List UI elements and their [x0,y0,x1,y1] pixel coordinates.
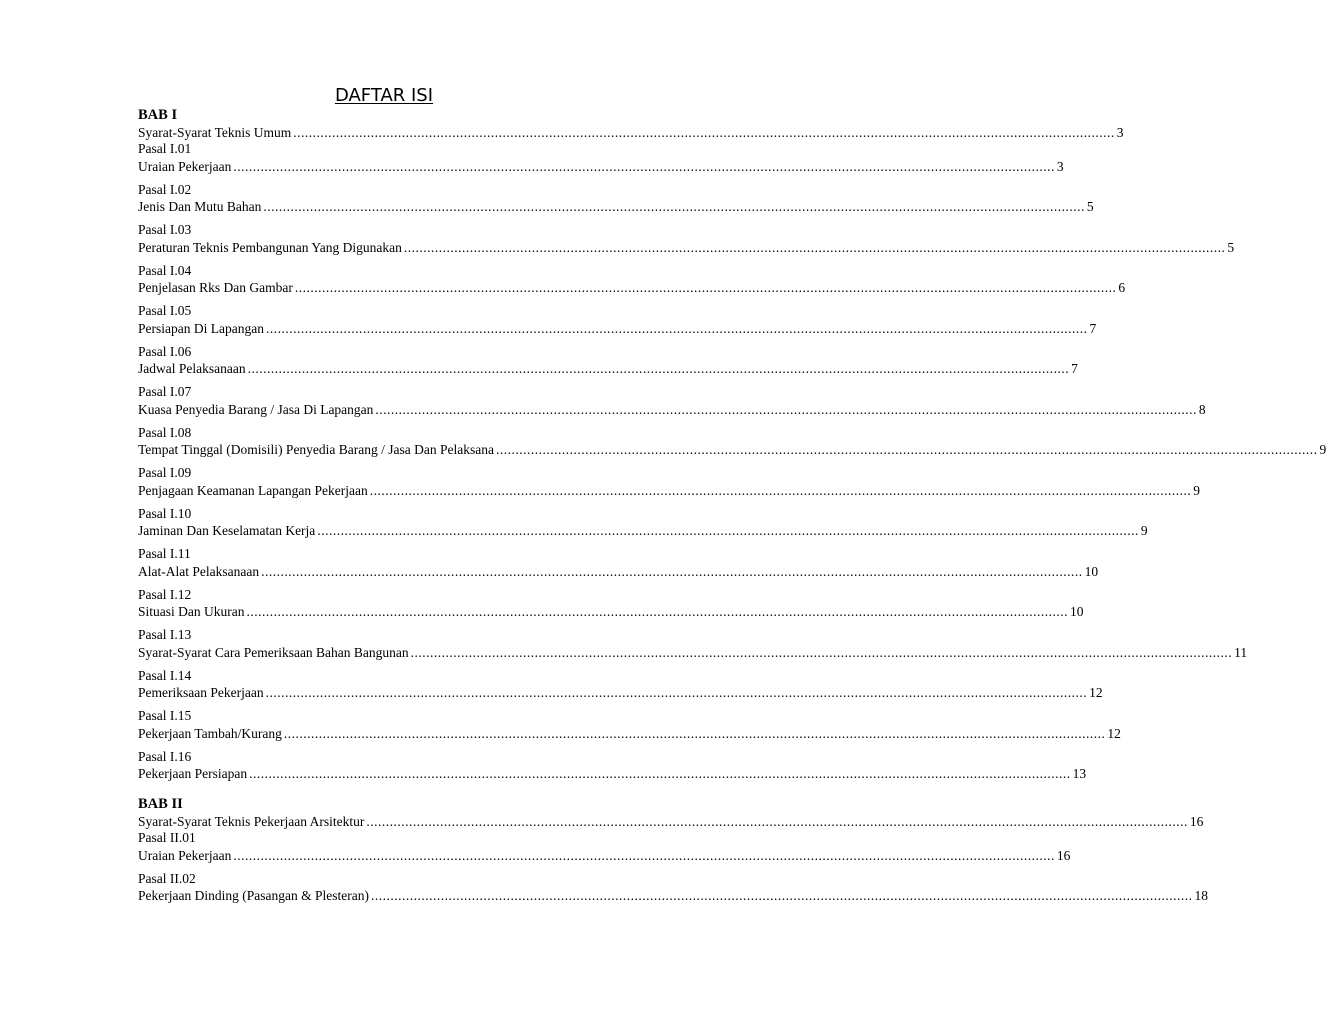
toc-entry[interactable] [138,239,1235,256]
dot-leader: .................................................................................................................................................................................................................... [246,604,1068,619]
dot-leader: .................................................................................................................................................................................................................... [263,199,1085,214]
pasal-label: Pasal I.09 [138,465,192,480]
pasal-label: Pasal I.05 [138,303,192,318]
toc-entry[interactable] [138,563,1099,580]
toc-entry[interactable] [138,482,1201,499]
chapter-intro-bab-2[interactable] [138,813,1204,830]
toc-entry[interactable] [138,522,1148,539]
toc-entry[interactable] [138,198,1094,215]
entry-title: Pekerjaan Dinding (Pasangan & Plesteran) [138,888,369,903]
toc-entry[interactable] [138,765,1087,782]
entry-title: Uraian Pekerjaan [138,158,232,174]
dot-leader: .................................................................................................................................................................................................................... [283,725,1106,741]
entry-page: 12 [1089,685,1103,700]
toc-title: DAFTAR ISI [334,85,434,106]
entry-page: 16 [1189,814,1204,829]
pasal-label: Pasal I.11 [138,546,191,561]
entry-page: 16 [1056,847,1071,863]
entry-title: Tempat Tinggal (Domisili) Penyedia Barang / Jasa Dan Pelaksana [138,442,494,457]
entry-page: 10 [1069,604,1084,619]
entry-title: Alat-Alat Pelaksanaan [138,563,260,579]
dot-leader: .................................................................................................................................................................................................................... [261,563,1083,579]
entry-page: 13 [1072,766,1087,781]
entry-page: 7 [1071,361,1078,376]
entry-title: Penjagaan Keamanan Lapangan Pekerjaan [138,482,368,498]
table-of-contents [138,107,1326,904]
toc-entry[interactable] [138,684,1103,701]
toc-entry[interactable] [138,847,1071,864]
entry-page: 5 [1086,199,1094,214]
pasal-label: Pasal I.14 [138,667,192,683]
entry-page: 8 [1198,401,1206,417]
entry-title: Syarat-Syarat Cara Pemeriksaan Bahan Bangunan [138,644,409,660]
entry-page: 3 [1116,125,1124,140]
pasal-label: Pasal I.03 [138,222,192,237]
entry-title: Jaminan Dan Keselamatan Kerja [138,523,316,538]
pasal-label: Pasal I.16 [138,748,192,764]
entry-page: 3 [1056,158,1064,174]
pasal-label: Pasal I.02 [138,181,192,197]
entry-page: 9 [1193,482,1201,498]
pasal-label: Pasal I.12 [138,586,192,602]
entry-title: Situasi Dan Ukuran [138,604,245,619]
dot-leader: .................................................................................................................................................................................................................... [369,482,1192,498]
dot-leader: .................................................................................................................................................................................................................... [294,280,1117,295]
entry-title: Peraturan Teknis Pembangunan Yang Digunakan [138,239,402,255]
pasal-label: Pasal I.04 [138,262,192,278]
dot-leader: .................................................................................................................................................................................................................... [410,644,1233,660]
entry-page: 9 [1319,442,1326,457]
entry-page: 9 [1140,523,1148,538]
dot-leader: .................................................................................................................................................................................................................... [375,401,1197,417]
toc-entry[interactable] [138,279,1126,296]
toc-entry[interactable] [138,158,1064,175]
pasal-label: Pasal I.01 [138,141,192,156]
entry-page: 5 [1227,239,1235,255]
entry-title: Syarat-Syarat Teknis Umum [138,125,292,140]
toc-entry[interactable] [138,887,1208,904]
entry-title: Jadwal Pelaksanaan [138,361,246,376]
pasal-label: Pasal I.08 [138,424,192,440]
entry-title: Penjelasan Rks Dan Gambar [138,280,293,295]
pasal-label: Pasal II.02 [138,870,196,886]
entry-page: 11 [1234,644,1248,660]
entry-page: 6 [1118,280,1126,295]
toc-entry[interactable] [138,644,1248,661]
dot-leader: .................................................................................................................................................................................................................... [293,125,1115,140]
entry-title: Syarat-Syarat Teknis Pekerjaan Arsitektur [138,814,365,829]
chapter-intro-bab-1[interactable] [138,124,1124,141]
entry-title: Pemeriksaan Pekerjaan [138,685,264,700]
entry-page: 12 [1107,725,1121,741]
dot-leader: .................................................................................................................................................................................................................... [366,814,1188,829]
toc-entry[interactable] [138,441,1326,458]
entry-title: Pekerjaan Tambah/Kurang [138,725,282,741]
dot-leader: .................................................................................................................................................................................................................... [265,320,1088,336]
chapter-heading-bab-1: BAB I [138,107,178,123]
chapter-heading-bab-2: BAB II [138,796,183,812]
dot-leader: .................................................................................................................................................................................................................... [233,158,1055,174]
entry-page: 10 [1084,563,1099,579]
entry-page: 7 [1089,320,1097,336]
pasal-label: Pasal I.15 [138,708,192,723]
dot-leader: .................................................................................................................................................................................................................... [370,888,1193,903]
pasal-label: Pasal I.07 [138,384,192,399]
toc-entry[interactable] [138,603,1084,620]
dot-leader: .................................................................................................................................................................................................................... [233,847,1055,863]
toc-entry[interactable] [138,401,1206,418]
dot-leader: .................................................................................................................................................................................................................... [249,766,1071,781]
entry-page: 18 [1194,888,1208,903]
entry-title: Pekerjaan Persiapan [138,766,248,781]
dot-leader: .................................................................................................................................................................................................................... [265,685,1088,700]
entry-title: Kuasa Penyedia Barang / Jasa Di Lapangan [138,401,374,417]
pasal-label: Pasal II.01 [138,830,196,845]
toc-entry[interactable] [138,360,1078,377]
toc-entry[interactable] [138,320,1097,337]
toc-entry[interactable] [138,725,1121,742]
entry-title: Jenis Dan Mutu Bahan [138,199,262,214]
dot-leader: .................................................................................................................................................................................................................... [403,239,1226,255]
entry-title: Persiapan Di Lapangan [138,320,264,336]
pasal-label: Pasal I.10 [138,505,192,521]
dot-leader: .................................................................................................................................................................................................................... [496,442,1318,457]
dot-leader: .................................................................................................................................................................................................................... [247,361,1070,376]
dot-leader: .................................................................................................................................................................................................................... [317,523,1139,538]
pasal-label: Pasal I.13 [138,627,192,642]
entry-title: Uraian Pekerjaan [138,847,232,863]
pasal-label: Pasal I.06 [138,343,192,359]
